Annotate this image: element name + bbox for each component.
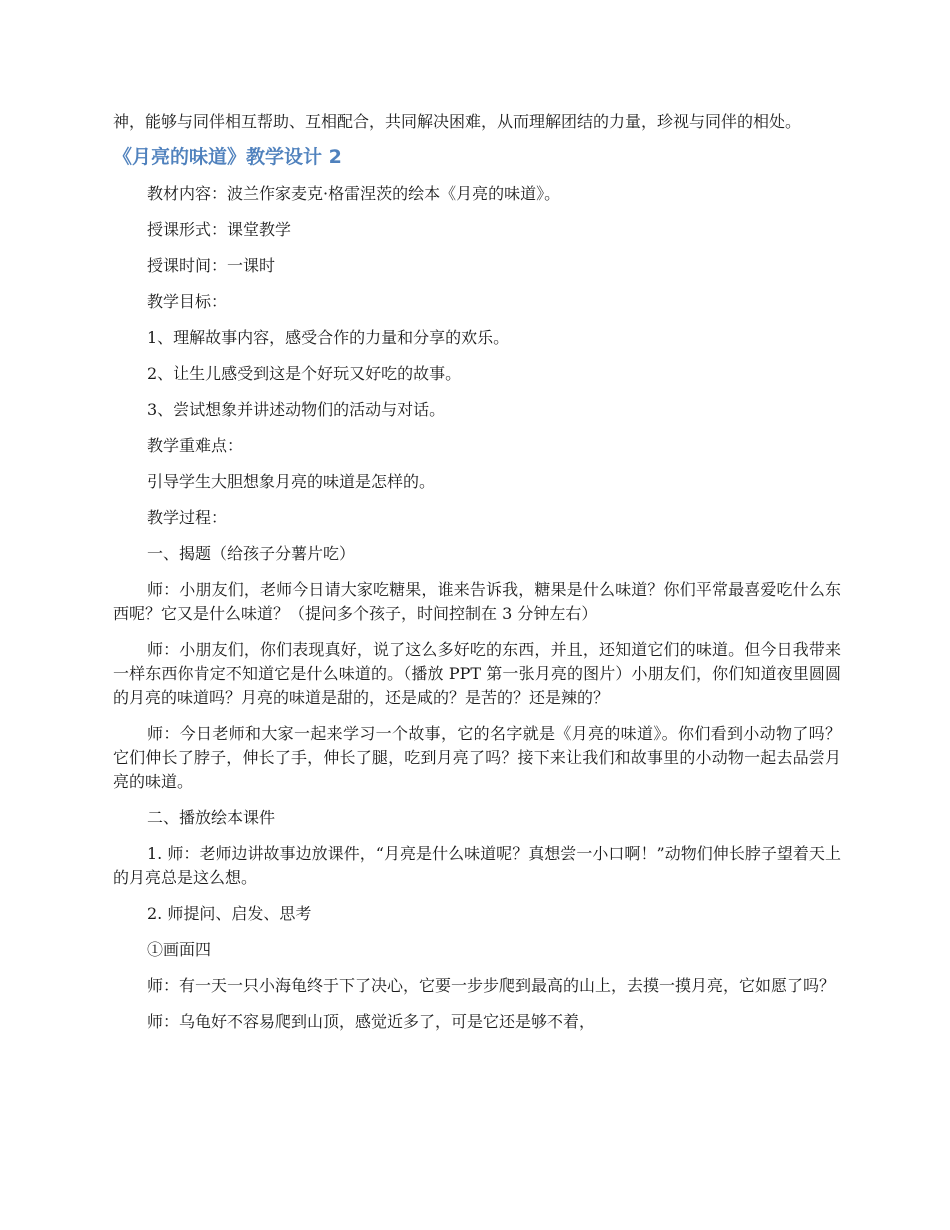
paragraph-key-points-label: 教学重难点：	[147, 436, 244, 455]
paragraph-process-label: 教学过程：	[147, 508, 228, 527]
paragraph-teacher-1: 师：小朋友们，老师今日请大家吃糖果，谁来告诉我，糖果是什么味道？你们平常最喜爱吃什么东西呢？它又是什么味道？（提问多个孩子，时间控制在 3 分钟左右）	[113, 580, 841, 623]
paragraph-key-points: 引导学生大胆想象月亮的味道是怎样的。	[147, 472, 436, 491]
section-heading: 《月亮的味道》教学设计 2	[113, 146, 342, 168]
paragraph-teacher-2: 师：小朋友们，你们表现真好，说了这么多好吃的东西，并且，还知道它们的味道。但今日我带来一样东西你肯定不知道它是什么味道的。（播放 PPT 第一张月亮的图片）小朋友们，你们知道夜里圆圆的月亮的味道吗？月亮的味道是甜的，还是咸的？是苦的？还是辣的？	[113, 640, 841, 707]
paragraph-teacher-5: 师：乌龟好不容易爬到山顶，感觉近多了，可是它还是够不着，	[147, 1012, 596, 1031]
paragraph-format: 授课形式：课堂教学	[147, 220, 292, 239]
paragraph-material: 教材内容：波兰作家麦克·格雷涅茨的绘本《月亮的味道》。	[147, 184, 561, 203]
paragraph-step-2-title: 二、播放绘本课件	[147, 808, 276, 827]
paragraph-step-1-title: 一、揭题（给孩子分薯片吃）	[147, 544, 356, 563]
paragraph-teacher-3: 师：今日老师和大家一起来学习一个故事，它的名字就是《月亮的味道》。你们看到小动物了吗？它们伸长了脖子，伸长了手，伸长了腿，吃到月亮了吗？接下来让我们和故事里的小动物一起去品尝月亮的味道。	[113, 724, 841, 791]
paragraph-time: 授课时间：一课时	[147, 256, 276, 275]
paragraph-goal-2: 2、让生儿感受到这是个好玩又好吃的故事。	[147, 364, 462, 383]
document-body	[113, 110, 841, 1046]
paragraph-step-2-2: 2. 师提问、启发、思考	[147, 904, 312, 923]
paragraph-goals-label: 教学目标：	[147, 292, 228, 311]
intro-paragraph: 神，能够与同伴相互帮助、互相配合，共同解决困难，从而理解团结的力量，珍视与同伴的相处。	[113, 112, 802, 131]
paragraph-goal-3: 3、尝试想象并讲述动物们的活动与对话。	[147, 400, 446, 419]
paragraph-goal-1: 1、理解故事内容，感受合作的力量和分享的欢乐。	[147, 328, 510, 347]
paragraph-teacher-4: 师：有一天一只小海龟终于下了决心，它要一步步爬到最高的山上，去摸一摸月亮，它如愿了吗？	[147, 976, 836, 995]
paragraph-scene-4: ①画面四	[147, 940, 212, 959]
paragraph-step-2-1: 1. 师：老师边讲故事边放课件，“月亮是什么味道呢？真想尝一小口啊！”动物们伸长脖子望着天上的月亮总是这么想。	[113, 844, 841, 887]
